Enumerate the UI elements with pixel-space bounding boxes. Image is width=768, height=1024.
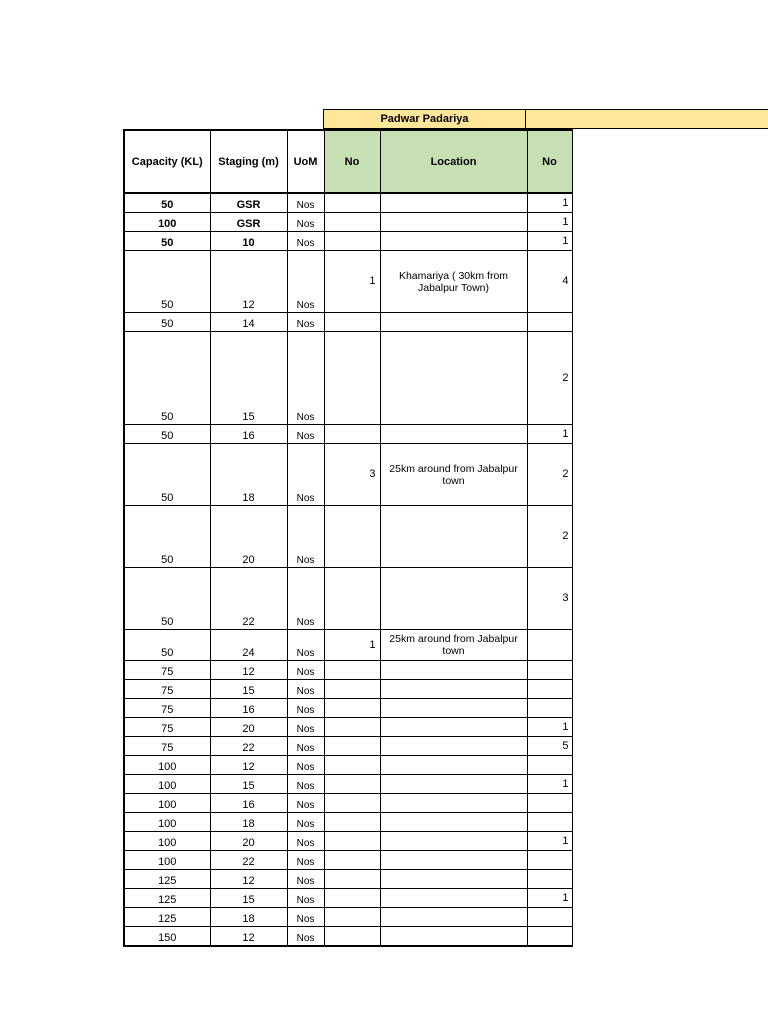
no-cell[interactable]: [324, 737, 380, 756]
staging-cell[interactable]: GSR: [210, 193, 287, 213]
uom-cell[interactable]: Nos: [287, 832, 324, 851]
no-cell[interactable]: [324, 568, 380, 630]
no-cell[interactable]: [324, 718, 380, 737]
location-cell[interactable]: [380, 680, 527, 699]
staging-cell[interactable]: 18: [210, 813, 287, 832]
no-cell[interactable]: [324, 313, 380, 332]
staging-cell[interactable]: 24: [210, 630, 287, 661]
staging-cell[interactable]: 15: [210, 680, 287, 699]
staging-cell[interactable]: 10: [210, 232, 287, 251]
table-row: [124, 444, 572, 506]
uom-cell[interactable]: Nos: [287, 870, 324, 889]
uom-cell[interactable]: Nos: [287, 332, 324, 425]
uom-cell[interactable]: Nos: [287, 813, 324, 832]
no-cell[interactable]: [324, 506, 380, 568]
no-next-cell[interactable]: 5: [527, 737, 572, 756]
capacity-cell[interactable]: 50: [124, 193, 210, 213]
staging-cell[interactable]: GSR: [210, 213, 287, 232]
location-cell[interactable]: [380, 832, 527, 851]
capacity-cell[interactable]: 75: [124, 737, 210, 756]
uom-cell[interactable]: Nos: [287, 775, 324, 794]
capacity-cell[interactable]: 75: [124, 699, 210, 718]
no-cell[interactable]: [324, 680, 380, 699]
no-next-cell[interactable]: [527, 851, 572, 870]
capacity-cell[interactable]: 50: [124, 232, 210, 251]
table-body: [124, 193, 572, 946]
location-cell[interactable]: [380, 506, 527, 568]
no-cell[interactable]: [324, 889, 380, 908]
staging-cell[interactable]: 16: [210, 425, 287, 444]
uom-cell[interactable]: Nos: [287, 756, 324, 775]
table-row: [124, 699, 572, 718]
uom-cell[interactable]: Nos: [287, 908, 324, 927]
no-cell[interactable]: [324, 193, 380, 213]
table-row: [124, 680, 572, 699]
location-cell[interactable]: [380, 232, 527, 251]
no-cell[interactable]: [324, 775, 380, 794]
table-row: [124, 832, 572, 851]
location-cell[interactable]: 25km around from Jabalpur town: [380, 630, 527, 661]
no-next-cell[interactable]: [527, 794, 572, 813]
location-cell[interactable]: [380, 193, 527, 213]
header-location[interactable]: Location: [380, 130, 527, 193]
uom-cell[interactable]: Nos: [287, 193, 324, 213]
no-next-cell[interactable]: [527, 870, 572, 889]
capacity-cell[interactable]: 100: [124, 213, 210, 232]
no-cell[interactable]: [324, 756, 380, 775]
no-cell[interactable]: [324, 908, 380, 927]
no-cell[interactable]: [324, 661, 380, 680]
no-next-cell[interactable]: 1: [527, 889, 572, 908]
staging-cell[interactable]: 15: [210, 889, 287, 908]
group-header-next[interactable]: [526, 109, 768, 129]
table-row: [124, 908, 572, 927]
staging-cell[interactable]: 16: [210, 699, 287, 718]
header-no[interactable]: No: [324, 130, 380, 193]
capacity-cell[interactable]: 75: [124, 718, 210, 737]
location-cell[interactable]: [380, 870, 527, 889]
uom-cell[interactable]: Nos: [287, 927, 324, 947]
location-cell[interactable]: [380, 775, 527, 794]
location-cell[interactable]: [380, 889, 527, 908]
staging-cell[interactable]: 15: [210, 775, 287, 794]
location-cell[interactable]: 25km around from Jabalpur town: [380, 444, 527, 506]
no-next-cell[interactable]: 4: [527, 251, 572, 313]
header-capacity[interactable]: Capacity (KL): [124, 130, 210, 193]
capacity-cell[interactable]: 75: [124, 661, 210, 680]
staging-cell[interactable]: 20: [210, 718, 287, 737]
capacity-cell[interactable]: 50: [124, 425, 210, 444]
location-cell[interactable]: [380, 737, 527, 756]
no-cell[interactable]: [324, 232, 380, 251]
capacity-cell[interactable]: 50: [124, 251, 210, 313]
no-cell[interactable]: 1: [324, 251, 380, 313]
capacity-cell[interactable]: 50: [124, 313, 210, 332]
location-cell[interactable]: [380, 813, 527, 832]
no-next-cell[interactable]: 1: [527, 718, 572, 737]
staging-cell[interactable]: 16: [210, 794, 287, 813]
location-cell[interactable]: Khamariya ( 30km from Jabalpur Town): [380, 251, 527, 313]
table-row: [124, 851, 572, 870]
uom-cell[interactable]: Nos: [287, 661, 324, 680]
staging-cell[interactable]: 22: [210, 851, 287, 870]
location-cell[interactable]: [380, 313, 527, 332]
table-row: [124, 232, 572, 251]
no-cell[interactable]: [324, 213, 380, 232]
no-next-cell[interactable]: [527, 313, 572, 332]
location-cell[interactable]: [380, 332, 527, 425]
no-next-cell[interactable]: 2: [527, 332, 572, 425]
column-header-row: [124, 130, 572, 193]
no-cell[interactable]: [324, 425, 380, 444]
table-row: [124, 927, 572, 947]
table-row: [124, 193, 572, 213]
no-next-cell[interactable]: 1: [527, 425, 572, 444]
location-cell[interactable]: [380, 927, 527, 947]
staging-cell[interactable]: 12: [210, 661, 287, 680]
table-row: [124, 737, 572, 756]
location-cell[interactable]: [380, 794, 527, 813]
no-cell[interactable]: [324, 851, 380, 870]
group-header-row: [0, 109, 768, 129]
staging-cell[interactable]: 18: [210, 908, 287, 927]
no-cell[interactable]: [324, 927, 380, 947]
no-cell[interactable]: 3: [324, 444, 380, 506]
no-next-cell[interactable]: 1: [527, 193, 572, 213]
location-cell[interactable]: [380, 661, 527, 680]
uom-cell[interactable]: Nos: [287, 630, 324, 661]
table-row: [124, 630, 572, 661]
capacity-cell[interactable]: 50: [124, 568, 210, 630]
capacity-cell[interactable]: 100: [124, 851, 210, 870]
table-row: [124, 718, 572, 737]
table-row: [124, 661, 572, 680]
uom-cell[interactable]: Nos: [287, 680, 324, 699]
no-cell[interactable]: [324, 832, 380, 851]
staging-cell[interactable]: 20: [210, 506, 287, 568]
capacity-cell[interactable]: 100: [124, 832, 210, 851]
table-row: [124, 251, 572, 313]
capacity-cell[interactable]: 50: [124, 332, 210, 425]
capacity-cell[interactable]: 150: [124, 927, 210, 947]
no-next-cell[interactable]: 1: [527, 832, 572, 851]
uom-cell[interactable]: Nos: [287, 699, 324, 718]
uom-cell[interactable]: Nos: [287, 737, 324, 756]
no-next-cell[interactable]: 1: [527, 232, 572, 251]
uom-cell[interactable]: Nos: [287, 232, 324, 251]
uom-cell[interactable]: Nos: [287, 425, 324, 444]
table-row: [124, 813, 572, 832]
uom-cell[interactable]: Nos: [287, 718, 324, 737]
table-row: [124, 794, 572, 813]
no-cell[interactable]: [324, 794, 380, 813]
no-cell[interactable]: 1: [324, 630, 380, 661]
staging-cell[interactable]: 12: [210, 870, 287, 889]
staging-cell[interactable]: 15: [210, 332, 287, 425]
table-row: [124, 870, 572, 889]
no-next-cell[interactable]: 2: [527, 444, 572, 506]
no-next-cell[interactable]: 1: [527, 213, 572, 232]
header-staging[interactable]: Staging (m): [210, 130, 287, 193]
location-cell[interactable]: [380, 851, 527, 870]
no-next-cell[interactable]: 1: [527, 775, 572, 794]
table-row: [124, 756, 572, 775]
staging-cell[interactable]: 20: [210, 832, 287, 851]
header-no-next[interactable]: No: [527, 130, 572, 193]
header-uom[interactable]: UoM: [287, 130, 324, 193]
capacity-cell[interactable]: 50: [124, 506, 210, 568]
no-next-cell[interactable]: [527, 680, 572, 699]
table-row: [124, 775, 572, 794]
uom-cell[interactable]: Nos: [287, 213, 324, 232]
table-row: [124, 425, 572, 444]
table-row: [124, 213, 572, 232]
uom-cell[interactable]: Nos: [287, 251, 324, 313]
no-next-cell[interactable]: [527, 699, 572, 718]
uom-cell[interactable]: Nos: [287, 313, 324, 332]
staging-cell[interactable]: 22: [210, 568, 287, 630]
no-next-cell[interactable]: [527, 927, 572, 947]
uom-cell[interactable]: Nos: [287, 506, 324, 568]
capacity-cell[interactable]: 50: [124, 630, 210, 661]
uom-cell[interactable]: Nos: [287, 794, 324, 813]
location-cell[interactable]: [380, 568, 527, 630]
table-row: [124, 313, 572, 332]
no-next-cell[interactable]: [527, 661, 572, 680]
uom-cell[interactable]: Nos: [287, 444, 324, 506]
location-cell[interactable]: [380, 756, 527, 775]
staging-cell[interactable]: 12: [210, 251, 287, 313]
uom-cell[interactable]: Nos: [287, 889, 324, 908]
location-cell[interactable]: [380, 699, 527, 718]
uom-cell[interactable]: Nos: [287, 568, 324, 630]
no-next-cell[interactable]: [527, 908, 572, 927]
capacity-cell[interactable]: 125: [124, 889, 210, 908]
location-cell[interactable]: [380, 425, 527, 444]
capacity-cell[interactable]: 100: [124, 813, 210, 832]
staging-cell[interactable]: 12: [210, 927, 287, 947]
table-row: [124, 568, 572, 630]
group-header-padwar-padariya[interactable]: Padwar Padariya: [323, 109, 526, 129]
staging-cell[interactable]: 14: [210, 313, 287, 332]
capacity-cell[interactable]: 75: [124, 680, 210, 699]
no-next-cell[interactable]: 3: [527, 568, 572, 630]
no-next-cell[interactable]: [527, 630, 572, 661]
no-cell[interactable]: [324, 813, 380, 832]
capacity-cell[interactable]: 100: [124, 794, 210, 813]
location-cell[interactable]: [380, 213, 527, 232]
staging-cell[interactable]: 18: [210, 444, 287, 506]
capacity-cell[interactable]: 125: [124, 908, 210, 927]
capacity-cell[interactable]: 50: [124, 444, 210, 506]
staging-cell[interactable]: 22: [210, 737, 287, 756]
staging-cell[interactable]: 12: [210, 756, 287, 775]
no-cell[interactable]: [324, 699, 380, 718]
no-next-cell[interactable]: [527, 813, 572, 832]
table-row: [124, 332, 572, 425]
no-next-cell[interactable]: [527, 756, 572, 775]
water-tank-table: [123, 129, 573, 947]
table-row: [124, 889, 572, 908]
location-cell[interactable]: [380, 908, 527, 927]
location-cell[interactable]: [380, 718, 527, 737]
uom-cell[interactable]: Nos: [287, 851, 324, 870]
capacity-cell[interactable]: 125: [124, 870, 210, 889]
no-cell[interactable]: [324, 332, 380, 425]
capacity-cell[interactable]: 100: [124, 775, 210, 794]
no-next-cell[interactable]: 2: [527, 506, 572, 568]
no-cell[interactable]: [324, 870, 380, 889]
table-row: [124, 506, 572, 568]
capacity-cell[interactable]: 100: [124, 756, 210, 775]
